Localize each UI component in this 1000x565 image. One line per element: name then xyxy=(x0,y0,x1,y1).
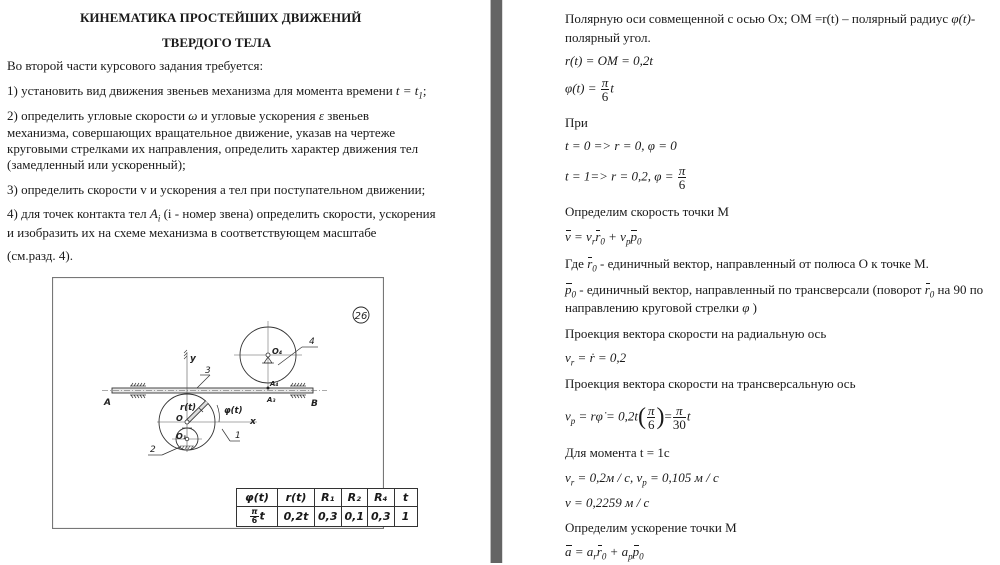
table-header: R₄ xyxy=(368,489,395,507)
label-O: O xyxy=(176,414,183,423)
label-x: x xyxy=(250,417,256,427)
acceleration-heading: Определим ускорение точки М xyxy=(565,520,737,535)
pri-text: При xyxy=(565,115,588,130)
equation-velocity-vector: $v = v_rr_0 + v_pp_0$ xyxy=(565,229,642,247)
title-line-1: КИНЕМАТИКА ПРОСТЕЙШИХ ДВИЖЕНИЙ xyxy=(80,10,362,25)
table-header: R₂ xyxy=(341,489,368,507)
title-line-2: ТВЕРДОГО ТЕЛА xyxy=(162,35,272,50)
polar-line-1: Полярную оси совмещенной с осью Ox; OM =r(t) – полярный радиус φ(t)- xyxy=(565,11,976,26)
left-page xyxy=(0,0,490,563)
transversal-heading: Проекция вектора скорости на трансверсальную ось xyxy=(565,376,856,391)
label-r-t: r(t) xyxy=(180,403,197,413)
polar-line-2: полярный угол. xyxy=(565,30,651,45)
velocity-heading: Определим скорость точки М xyxy=(565,204,729,219)
equation-v-total: v = 0,2259 м / с xyxy=(565,495,650,510)
label-A4: A₄ xyxy=(270,380,279,388)
radial-heading: Проекция вектора скорости на радиальную ось xyxy=(565,326,827,341)
task-item-2-line-4: (замедленный или ускоренный); xyxy=(7,157,186,172)
unit-vector-r0-text: Где $r_0$ - единичный вектор, направленный от полюса О к точке М. xyxy=(565,256,929,274)
task-item-2: 2) определить угловые скорости ω и угловые ускорения ε звеньев xyxy=(7,108,369,123)
variant-number: 26 xyxy=(354,311,368,322)
unit-vector-p0-text: $p_0$ - единичный вектор, направленный по трансверсали (поворот $r_0$ на 90 по xyxy=(565,282,984,300)
table-header-row xyxy=(237,489,418,507)
label-A3: A₃ xyxy=(267,396,276,404)
table-cell: 0,2t xyxy=(278,507,315,527)
task-item-4: 4) для точек контакта тел $A_i$ (i - номер звена) определить скорости, ускорения xyxy=(7,206,436,224)
label-2: 2 xyxy=(150,445,156,455)
parameters-table xyxy=(236,488,418,527)
label-3: 3 xyxy=(205,366,211,376)
equation-acceleration-vector: $a = a_rr_0 + a_pp_0$ xyxy=(565,544,644,562)
right-page xyxy=(503,0,1000,563)
table-header: t xyxy=(394,489,417,507)
table-header: φ(t) xyxy=(237,489,278,507)
task-item-2-line-2: механизма, совершающих вращательное движение, указав на чертеже xyxy=(7,125,396,140)
table-cell-phi: $\frac{\pi}{6}$ t xyxy=(237,507,278,527)
label-O4: O₄ xyxy=(272,347,283,356)
equation-vp: $v_p$ = rφ̇ = 0,2t( $\frac{\pi}{6}$ )= $\frac{\pi}{30}$ t xyxy=(565,403,691,432)
page-divider-scrollbar[interactable] xyxy=(490,0,503,563)
label-O1: O₁ xyxy=(176,432,187,441)
table-cell: 0,1 xyxy=(341,507,368,527)
task-item-4-line-2: и изобразить их на схеме механизма в соответствующем масштабе xyxy=(7,225,377,240)
table-header: R₁ xyxy=(315,489,342,507)
equation-t0: t = 0 => r = 0, φ = 0 xyxy=(565,138,677,153)
unit-vector-p0-line-2: направлению круговой стрелки φ ) xyxy=(565,300,757,315)
label-A: A xyxy=(104,398,111,408)
label-B: B xyxy=(311,399,318,409)
equation-r: r(t) = OM = 0,2t xyxy=(565,53,653,68)
task-item-2-line-3: круговыми стрелками их направления, определить характер движения тел xyxy=(7,141,419,156)
intro-text: Во второй части курсового задания требуется: xyxy=(7,58,264,73)
label-4: 4 xyxy=(309,337,315,347)
task-item-1: 1) установить вид движения звеньев механизма для момента времени $t = t_1$; xyxy=(7,83,427,101)
table-row xyxy=(237,507,418,527)
table-cell: 0,3 xyxy=(315,507,342,527)
task-item-3: 3) определить скорости v и ускорения a тел при поступательном движении; xyxy=(7,182,426,197)
table-cell: 1 xyxy=(394,507,417,527)
equation-t1: t = 1=> r = 0,2, φ = $\frac{\pi}{6}$ xyxy=(565,163,686,192)
equation-values: $v_r = 0,2м / с$, $v_p = 0,105$ м / с xyxy=(565,470,719,488)
table-cell: 0,3 xyxy=(368,507,395,527)
table-header: r(t) xyxy=(278,489,315,507)
label-y: y xyxy=(190,354,196,364)
equation-vr: $v_r$ = ṙ = 0,2 xyxy=(565,350,627,368)
task-item-4-line-3: (см.разд. 4). xyxy=(7,248,73,263)
label-1: 1 xyxy=(235,431,241,441)
equation-phi: φ(t) = $\frac{\pi}{6}$ t xyxy=(565,75,614,104)
moment-text: Для момента t = 1c xyxy=(565,445,670,460)
label-phi-t: φ(t) xyxy=(224,406,243,416)
